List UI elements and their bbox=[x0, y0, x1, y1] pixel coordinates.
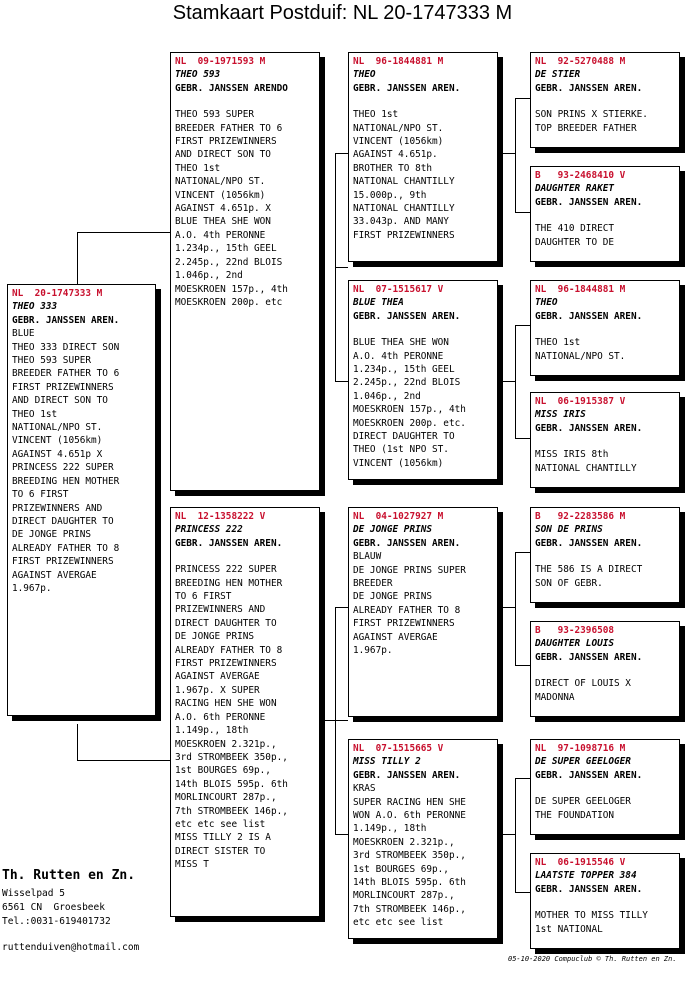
pigeon-name: MISS IRIS bbox=[535, 409, 586, 421]
owner: GEBR. JANSSEN AREN. bbox=[175, 537, 283, 549]
ring-number: NL 06-1915546 V bbox=[535, 857, 626, 868]
pigeon-card-sire-dam[interactable] bbox=[348, 280, 498, 480]
pigeon-name: DAUGHTER RAKET bbox=[535, 183, 615, 195]
pigeon-notes: THEO 1st NATIONAL/NPO ST. VINCENT (1056km) AGAINST 4.651p. BROTHER TO 8th NATIONAL CHANTILLY 15.000p., 9th NATIONAL CHANTILLY 33.043p. AND MANY FIRST PRIZEWINNERS bbox=[353, 109, 455, 241]
pigeon-notes: KRAS SUPER RACING HEN SHE WON A.O. 6th PERONNE 1.149p., 18th MOESKROEN 2.321p., 3rd STROMBEEK 350p., 1st BOURGES 69p., 14th BLOIS 595p. 6th MORLINCOURT 287p., 7th STROMBEEK 146p., etc etc see list bbox=[353, 783, 466, 929]
connector-sd-h bbox=[500, 381, 515, 382]
owner: GEBR. JANSSEN AREN. bbox=[12, 314, 120, 326]
ring-number: NL 04-1027927 M bbox=[353, 511, 444, 522]
pigeon-name: DE STIER bbox=[535, 69, 581, 81]
pigeon-card-dam-dam[interactable] bbox=[348, 739, 498, 939]
pigeon-name: DAUGHTER LOUIS bbox=[535, 638, 615, 650]
pigeon-name: THEO 333 bbox=[12, 301, 58, 313]
connector-dd-h bbox=[500, 834, 515, 835]
owner: GEBR. JANSSEN AREN. bbox=[353, 82, 461, 94]
pigeon-notes: DE SUPER GEELOGER THE FOUNDATION bbox=[535, 796, 631, 821]
connector-sd-bottom bbox=[515, 438, 530, 439]
owner: GEBR. JANSSEN AREN. bbox=[535, 883, 643, 895]
pigeon-card-sds[interactable] bbox=[530, 280, 680, 376]
pigeon-notes: BLAUW DE JONGE PRINS SUPER BREEDER DE JONGE PRINS ALREADY FATHER TO 8 FIRST PRIZEWINNERS AGAINST AVERGAE 1.967p. bbox=[353, 551, 466, 657]
owner: GEBR. JANSSEN AREN. bbox=[535, 82, 643, 94]
print-stamp: 05-10-2020 Compuclub © Th. Rutten en Zn. bbox=[508, 955, 677, 963]
connector-dd-top bbox=[515, 778, 530, 779]
pigeon-name: DE SUPER GEELOGER bbox=[535, 756, 631, 768]
ring-number: B 93-2396508 bbox=[535, 625, 615, 636]
connector-sd-top bbox=[515, 325, 530, 326]
pigeon-name: THEO bbox=[353, 69, 376, 81]
pigeon-card-sire-sire[interactable] bbox=[348, 52, 498, 262]
ring-number: NL 07-1515665 V bbox=[353, 743, 444, 754]
connector-ss-vertical bbox=[515, 98, 516, 212]
breeder-name: Th. Rutten en Zn. bbox=[2, 868, 136, 883]
pigeon-card-dsd[interactable] bbox=[530, 621, 680, 717]
pigeon-card-ssd[interactable] bbox=[530, 166, 680, 262]
pigeon-name: MISS TILLY 2 bbox=[353, 756, 421, 768]
ring-number: NL 97-1098716 M bbox=[535, 743, 626, 754]
pigeon-notes: BLUE THEA SHE WON A.O. 4th PERONNE 1.234p., 15th GEEL 2.245p., 22nd BLOIS 1.046p., 2nd MOESKROEN 157p., 4th MOESKROEN 200p. etc. DIRECT DAUGHTER TO THEO (1st NPO ST. VINCENT (1056km) bbox=[353, 337, 466, 469]
pigeon-card-dam-sire[interactable] bbox=[348, 507, 498, 717]
pigeon-notes: MOTHER TO MISS TILLY 1st NATIONAL bbox=[535, 910, 648, 935]
pigeon-notes: PRINCESS 222 SUPER BREEDING HEN MOTHER TO 6 FIRST PRIZEWINNERS AND DIRECT DAUGHTER TO DE JONGE PRINS ALREADY FATHER TO 8 FIRST PRIZEWINNERS AGAINST AVERGAE 1.967p. X SUPER RACING HEN SHE WON A.O. 6th PERONNE 1.149p., 18th MOESKROEN 2.321p., 3rd STROMBEEK 350p., 1st BOURGES 69p., 14th BLOIS 595p. 6th MORLINCOURT 287p., 7th STROMBEEK 146p., etc etc see list MISS TILLY 2 IS A DIRECT SISTER TO MISS T bbox=[175, 564, 288, 871]
breeder-email[interactable]: ruttenduiven@hotmail.com bbox=[2, 942, 140, 953]
pigeon-name: BLUE THEA bbox=[353, 297, 404, 309]
pigeon-name: PRINCESS 222 bbox=[175, 524, 243, 536]
connector-main-vertical bbox=[77, 232, 78, 284]
ring-number: B 93-2468410 V bbox=[535, 170, 626, 181]
pigeon-card-sdd[interactable] bbox=[530, 392, 680, 488]
connector-sire-bottom bbox=[335, 381, 348, 382]
ring-number: NL 92-5270488 M bbox=[535, 56, 626, 67]
pigeon-name: LAATSTE TOPPER 384 bbox=[535, 870, 637, 882]
pigeon-notes: THE 410 DIRECT DAUGHTER TO DE bbox=[535, 223, 615, 248]
connector-sd-vertical bbox=[515, 325, 516, 438]
connector-ds-top bbox=[515, 552, 530, 553]
pigeon-card-sire[interactable] bbox=[170, 52, 320, 491]
owner: GEBR. JANSSEN AREN. bbox=[535, 196, 643, 208]
connector-sire-h bbox=[335, 267, 348, 268]
connector-main-top bbox=[77, 232, 170, 233]
pigeon-notes: THEO 1st NATIONAL/NPO ST. bbox=[535, 337, 626, 362]
connector-dd-vertical bbox=[515, 778, 516, 892]
owner: GEBR. JANSSEN AREN. bbox=[353, 769, 461, 781]
connector-ds-vertical bbox=[515, 552, 516, 665]
ring-number: NL 96-1844881 M bbox=[353, 56, 444, 67]
pigeon-card-dam[interactable] bbox=[170, 507, 320, 917]
pigeon-notes: BLUE THEO 333 DIRECT SON THEO 593 SUPER BREEDER FATHER TO 6 FIRST PRIZEWINNERS AND DIRECT SON TO THEO 1st NATIONAL/NPO ST. VINCENT (1056km) AGAINST 4.651p X PRINCESS 222 SUPER BREEDING HEN MOTHER TO 6 FIRST PRIZEWINNERS AND DIRECT DAUGHTER TO DE JONGE PRINS ALREADY FATHER TO 8 FIRST PRIZEWINNERS AGAINST AVERGAE 1.967p. bbox=[12, 328, 120, 594]
pigeon-name: THEO bbox=[535, 297, 558, 309]
ring-number: B 92-2283586 M bbox=[535, 511, 626, 522]
pigeon-notes: THEO 593 SUPER BREEDER FATHER TO 6 FIRST PRIZEWINNERS AND DIRECT SON TO THEO 1st NATIONAL/NPO ST. VINCENT (1056km) AGAINST 4.651p. X BLUE THEA SHE WON A.O. 4th PERONNE 1.234p., 15th GEEL 2.245p., 22nd BLOIS 1.046p., 2nd MOESKROEN 157p., 4th MOESKROEN 200p. etc bbox=[175, 109, 288, 308]
pigeon-name: SON DE PRINS bbox=[535, 524, 603, 536]
connector-ds-h bbox=[500, 607, 515, 608]
ring-number: NL 96-1844881 M bbox=[535, 284, 626, 295]
connector-dam-h bbox=[320, 720, 348, 721]
owner: GEBR. JANSSEN AREN. bbox=[535, 537, 643, 549]
pigeon-notes: DIRECT OF LOUIS X MADONNA bbox=[535, 678, 631, 703]
pigeon-card-ddd[interactable] bbox=[530, 853, 680, 949]
connector-dd-bottom bbox=[515, 892, 530, 893]
pigeon-card-dss[interactable] bbox=[530, 507, 680, 603]
pigeon-name: DE JONGE PRINS bbox=[353, 524, 433, 536]
connector-main-vertical-2 bbox=[77, 724, 78, 760]
page-title: Stamkaart Postduif: NL 20-1747333 M bbox=[172, 2, 513, 24]
owner: GEBR. JANSSEN AREN. bbox=[535, 310, 643, 322]
pigeon-notes: THE 586 IS A DIRECT SON OF GEBR. bbox=[535, 564, 643, 589]
pigeon-card-main[interactable] bbox=[7, 284, 156, 716]
ring-number: NL 07-1515617 V bbox=[353, 284, 444, 295]
owner: GEBR. JANSSEN ARENDO bbox=[175, 82, 288, 94]
pigeon-name: THEO 593 bbox=[175, 69, 221, 81]
pigeon-card-sss[interactable] bbox=[530, 52, 680, 148]
pigeon-card-dds[interactable] bbox=[530, 739, 680, 835]
connector-ss-top bbox=[515, 98, 530, 99]
connector-ss-bottom bbox=[515, 212, 530, 213]
connector-dam-top bbox=[335, 607, 348, 608]
ring-number: NL 09-1971593 M bbox=[175, 56, 266, 67]
owner: GEBR. JANSSEN AREN. bbox=[353, 537, 461, 549]
owner: GEBR. JANSSEN AREN. bbox=[535, 422, 643, 434]
ring-number: NL 20-1747333 M bbox=[12, 288, 103, 299]
connector-ss-h bbox=[500, 153, 515, 154]
owner: GEBR. JANSSEN AREN. bbox=[353, 310, 461, 322]
ring-number: NL 06-1915387 V bbox=[535, 396, 626, 407]
owner: GEBR. JANSSEN AREN. bbox=[535, 769, 643, 781]
connector-sire-top bbox=[335, 153, 348, 154]
pigeon-notes: MISS IRIS 8th NATIONAL CHANTILLY bbox=[535, 449, 637, 474]
connector-dam-bottom bbox=[335, 834, 348, 835]
pigeon-notes: SON PRINS X STIERKE. TOP BREEDER FATHER bbox=[535, 109, 648, 134]
connector-main-bottom bbox=[77, 760, 170, 761]
breeder-address: Wisselpad 5 6561 CN Groesbeek Tel.:0031-619401732 bbox=[2, 888, 111, 927]
owner: GEBR. JANSSEN AREN. bbox=[535, 651, 643, 663]
ring-number: NL 12-1358222 V bbox=[175, 511, 266, 522]
connector-ds-bottom bbox=[515, 665, 530, 666]
